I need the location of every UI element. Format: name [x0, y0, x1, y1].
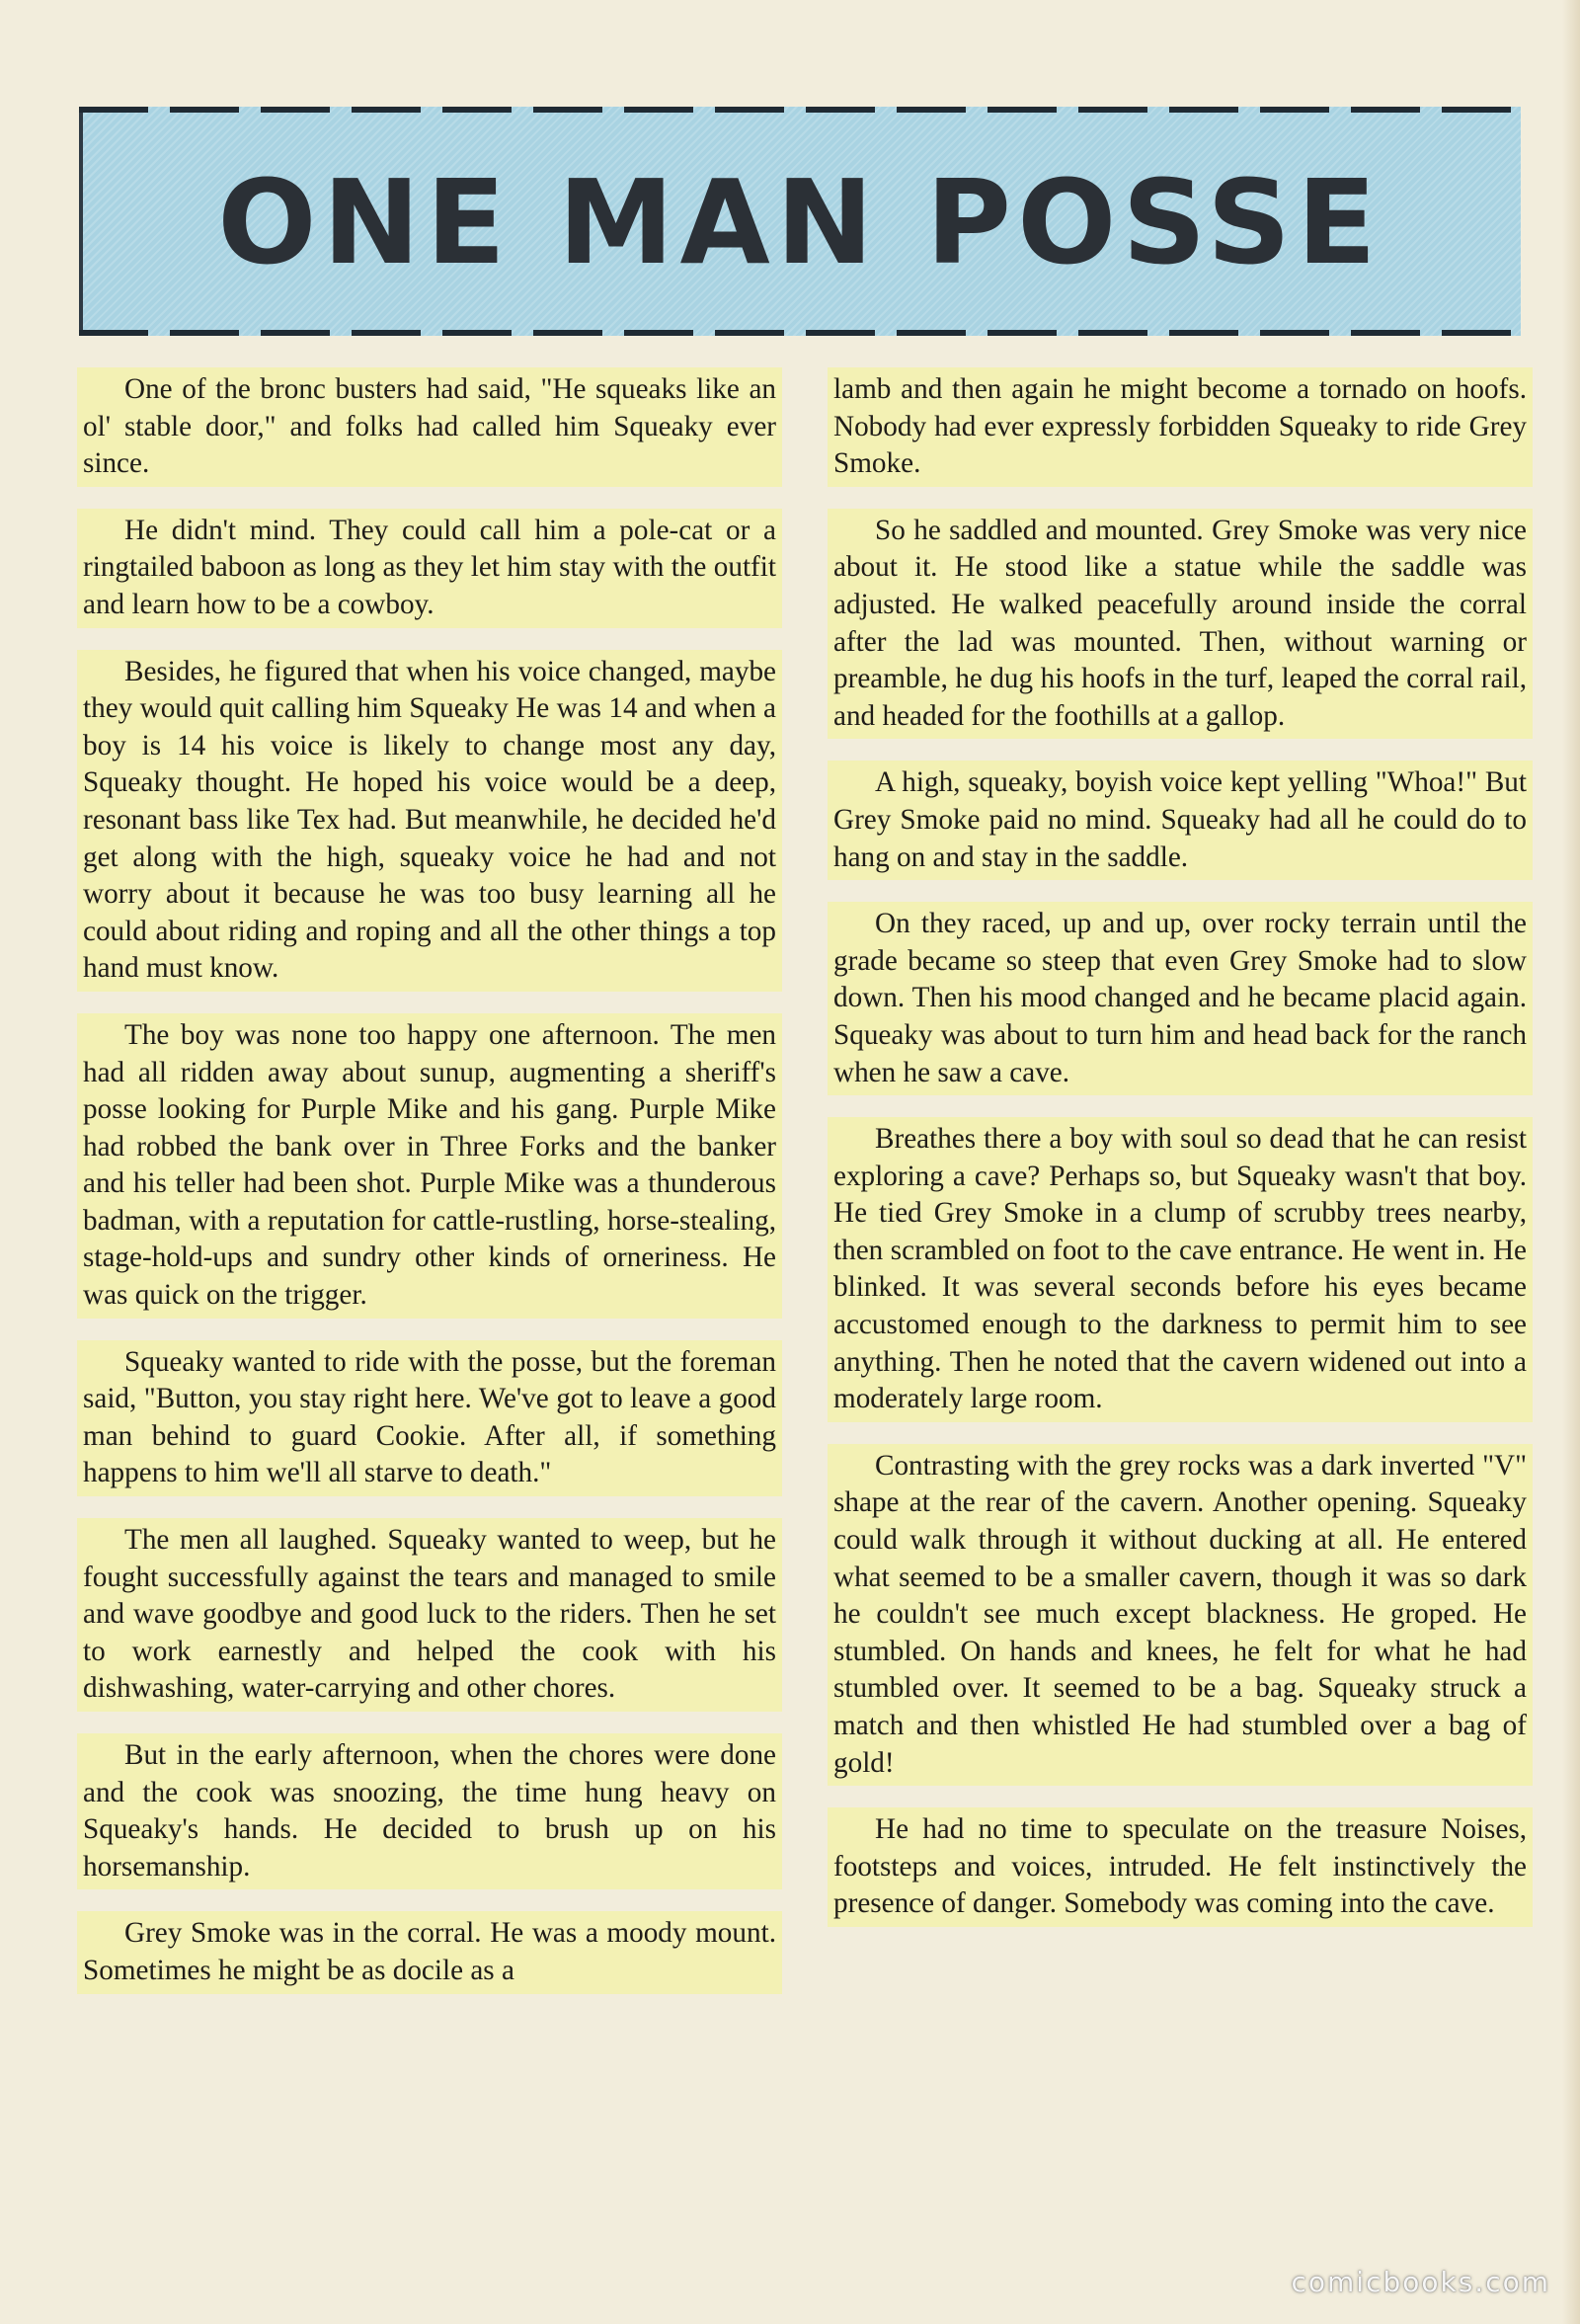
paragraph: One of the bronc busters had said, "He squeaks like an ol' stable door," and folks had called him Squeaky ever since.: [77, 367, 782, 487]
paragraph: Breathes there a boy with soul so dead that he can resist exploring a cave? Perhaps so, but Squeaky wasn't that boy. He tied Grey Smoke in a clump of scrubby trees nearby, then scrambled on foot to the cave entrance. He went in. He blinked. It was several seconds before his eyes became accustomed enough to the darkness to permit him to see anything. Then he noted that the cavern widened out into a moderately large room.: [828, 1117, 1533, 1422]
paragraph: But in the early afternoon, when the chores were done and the cook was snoozing, the time hung heavy on Squeaky's hands. He decided to brush up on his horsemanship.: [77, 1733, 782, 1889]
paragraph: Squeaky wanted to ride with the posse, but the foreman said, "Button, you stay right here. We've got to leave a good man behind to guard Cookie. After all, if something happens to him we'll all starve to death.": [77, 1340, 782, 1496]
left-column: [77, 367, 782, 1994]
banner-bottom-dashes: [79, 330, 1521, 336]
paragraph: Besides, he figured that when his voice changed, maybe they would quit calling him Squeaky He was 14 and when a boy is 14 his voice is likely to change most any day, Squeaky thought. He hoped his voice would be a deep, resonant bass like Tex had. But meanwhile, he decided he'd get along with the high, squeaky voice he had and not worry about it because he was too busy learning all he could about riding and roping and all the other things a top hand must know.: [77, 650, 782, 992]
banner-top-dashes: [79, 107, 1521, 113]
paragraph: He had no time to speculate on the treasure Noises, footsteps and voices, intruded. He felt instinctively the presence of danger. Somebody was coming into the cave.: [828, 1807, 1533, 1927]
paragraph: Contrasting with the grey rocks was a dark inverted "V" shape at the rear of the cavern. Another opening. Squeaky could walk through it without ducking at all. He entered what seemed to be a smaller cavern, though it was so dark he couldn't see much except blackness. He groped. He stumbled. On hands and knees, he felt for what he had stumbled over. It seemed to be a bag. Squeaky struck a match and then whistled He had stumbled over a bag of gold!: [828, 1444, 1533, 1786]
paragraph: The men all laughed. Squeaky wanted to weep, but he fought successfully against the tears and managed to smile and wave goodbye and good luck to the riders. Then he set to work earnestly and helped the cook with his dishwashing, water-carrying and other chores.: [77, 1518, 782, 1712]
page-edge: [1562, 0, 1580, 2324]
watermark: comicbooks.com: [1291, 2266, 1550, 2298]
paragraph: On they raced, up and up, over rocky terrain until the grade became so steep that even Grey Smoke had to slow down. Then his mood changed and he became placid again. Squeaky was about to turn him and head back for the ranch when he saw a cave.: [828, 902, 1533, 1095]
paragraph: lamb and then again he might become a tornado on hoofs. Nobody had ever expressly forbidden Squeaky to ride Grey Smoke.: [828, 367, 1533, 487]
paragraph: Grey Smoke was in the corral. He was a moody mount. Sometimes he might be as docile as a: [77, 1911, 782, 1993]
paragraph: He didn't mind. They could call him a pole-cat or a ringtailed baboon as long as they let him stay with the outfit and learn how to be a cowboy.: [77, 509, 782, 628]
paragraph: A high, squeaky, boyish voice kept yelling "Whoa!" But Grey Smoke paid no mind. Squeaky had all he could do to hang on and stay in the saddle.: [828, 761, 1533, 880]
story-title: ONE MAN POSSE: [217, 154, 1382, 290]
right-column: [828, 367, 1533, 1927]
paragraph: The boy was none too happy one afternoon. The men had all ridden away about sunup, augmenting a sheriff's posse looking for Purple Mike and his gang. Purple Mike had robbed the bank over in Three Forks and the banker and his teller had been shot. Purple Mike was a thunderous badman, with a reputation for cattle-rustling, horse-stealing, stage-hold-ups and sundry other kinds of orneriness. He was quick on the trigger.: [77, 1013, 782, 1319]
paragraph: So he saddled and mounted. Grey Smoke was very nice about it. He stood like a statue while the saddle was adjusted. He walked peacefully around inside the corral after the lad was mounted. Then, without warning or preamble, he dug his hoofs in the turf, leaped the corral rail, and headed for the foothills at a gallop.: [828, 509, 1533, 740]
